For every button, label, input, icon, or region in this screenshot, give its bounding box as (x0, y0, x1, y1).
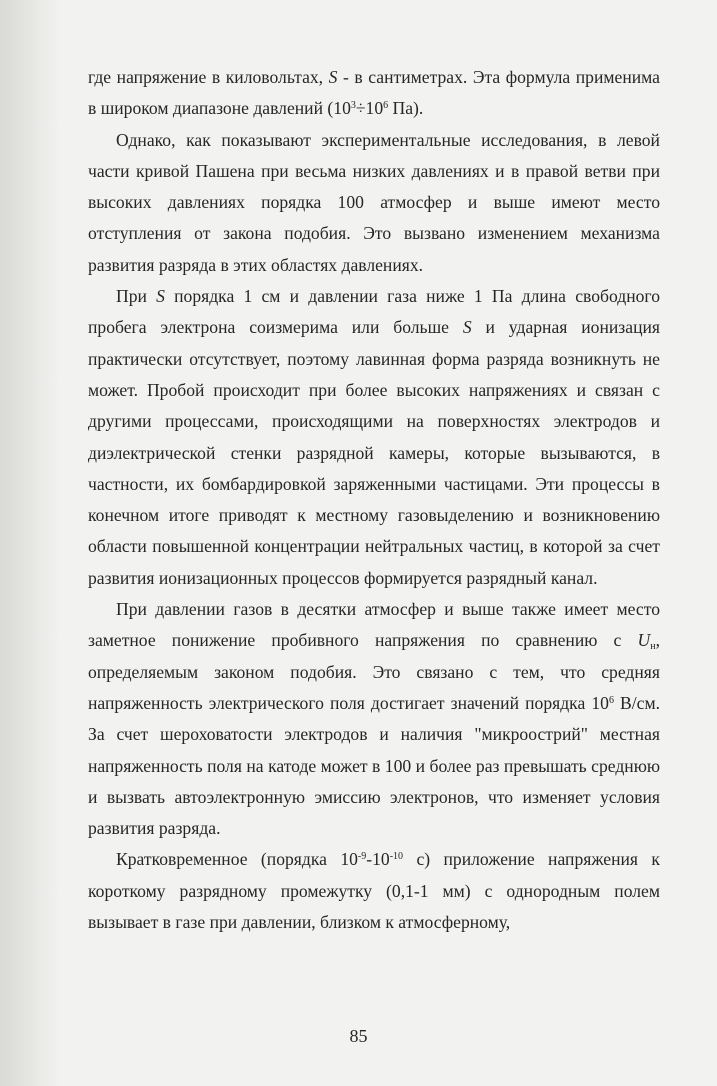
variable-s: S (462, 317, 472, 338)
page-text (88, 62, 660, 938)
paragraph-4: При давлении газов в десятки атмосфер и выше также имеет место заметное понижение пробивного напряжения по сравнению с $U_н$, определяемым законом подобия. Это связано с тем, что средняя напряженность электрического поля достигает значений порядка $10^6$ В/см. За счет шероховатости электродов и наличия "микроострий" местная напряженность поля на катоде может в 100 и более раз превышать среднюю и вызвать автоэлектронную эмиссию электронов, что изменяет условия развития разряда. (88, 599, 661, 839)
paragraph-2: Однако, как показывают экспериментальные исследования, в левой части кривой Пашена при весьма низких давлениях и в правой ветви при высоких давлениях порядка 100 атмосфер и выше имеют место отступления от закона подобия. Это вызвано изменением механизма развития разряда в этих областях давлениях. (88, 129, 661, 275)
variable-s: S (328, 67, 338, 87)
paragraph-3: При S порядка 1 см и давлении газа ниже 1 Па длина свободного пробега электрона соизмерима или больше S и ударная ионизация практически отсутствует, поэтому лавинная форма разряда возникнуть не может. Пробой происходит при более высоких напряжениях и связан с другими процессами, происходящими на поверхностях электродов и диэлектрической стенки разрядной камеры, которые вызываются, в частности, их бомбардировкой заряженными частицами. Эти процессы в конечном итоге приводят к местному газовыделению и возникновению области повышенной концентрации нейтральных частиц, в которой за счет развития ионизационных процессов формируется разрядный канал. (88, 286, 660, 588)
page-edge-shadow (0, 0, 60, 1086)
variable-u: U (637, 630, 651, 651)
page-number: 85 (349, 1026, 368, 1046)
variable-s: S (156, 286, 165, 307)
paragraph-5: Кратковременное (порядка $10^{-9}-10^{-10}$ с) приложение напряжения к короткому разрядному промежутку (0,1-1 мм) с однородным полем вызывает в газе при давлении, близком к атмосферному, (88, 849, 660, 933)
paragraph-1: где напряжение в киловольтах, S - в сантиметрах. Эта формула применима в широком диапазоне давлений ($10^3\div 10^6$ Па). (88, 67, 660, 119)
